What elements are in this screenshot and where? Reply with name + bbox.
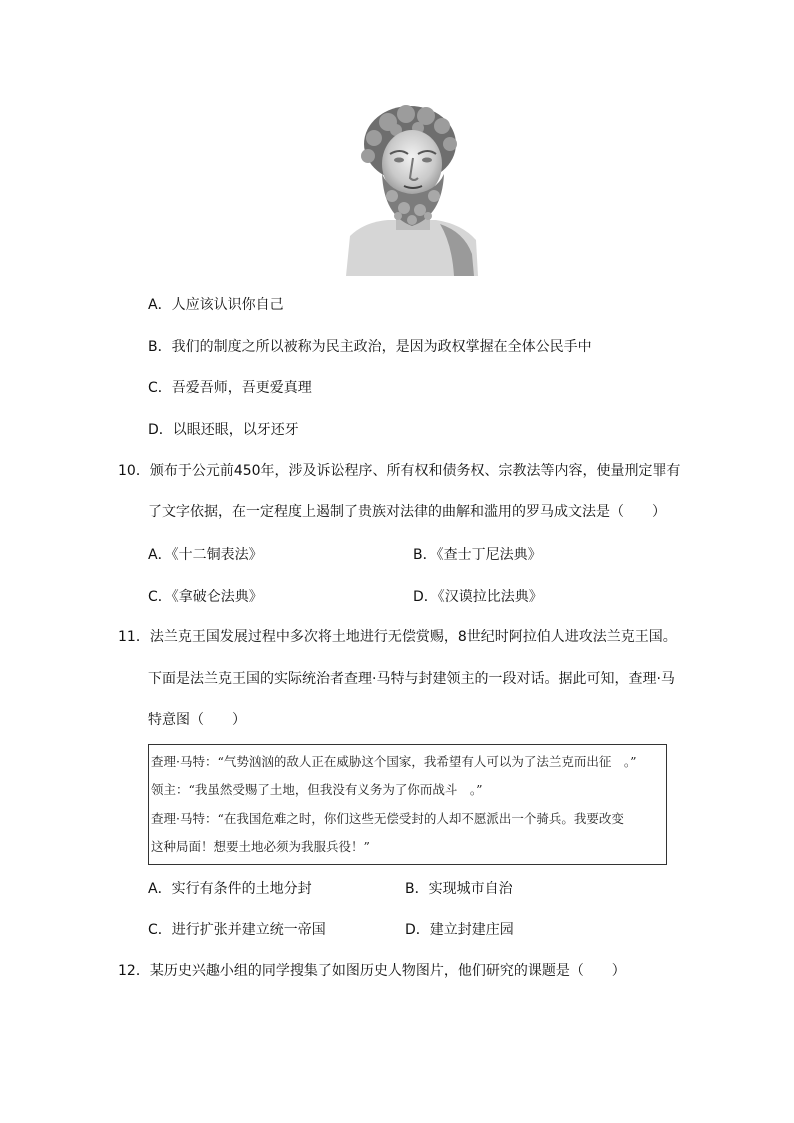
q9-option-d: D．以眼还眼，以牙还牙 bbox=[148, 422, 299, 438]
q11-option-a: A．实行有条件的土地分封 bbox=[148, 881, 312, 897]
q9-option-c: C．吾爱吾师，吾更爱真理 bbox=[148, 380, 312, 396]
q11-stem-line3: 特意图（ ） bbox=[148, 712, 246, 728]
q11-option-d: D．建立封建庄园 bbox=[405, 922, 514, 938]
greek-philosopher-bust-icon bbox=[344, 104, 480, 276]
q9-option-a: A．人应该认识你自己 bbox=[148, 297, 284, 313]
dialogue-line-2: 领主：“我虽然受赐了土地，但我没有义务为了你而战斗 。” bbox=[151, 782, 483, 797]
q12-stem-line1: 12．某历史兴趣小组的同学搜集了如图历史人物图片，他们研究的课题是（ ） bbox=[118, 963, 626, 979]
q9-option-b: B．我们的制度之所以被称为民主政治，是因为政权掌握在全体公民手中 bbox=[148, 339, 592, 355]
q10-option-d: D．《汉谟拉比法典》 bbox=[413, 589, 543, 605]
q10-option-b: B．《查士丁尼法典》 bbox=[413, 547, 542, 563]
dialogue-quote-box bbox=[148, 744, 667, 865]
dialogue-line-3: 查理·马特：“在我国危难之时，你们这些无偿受封的人却不愿派出一个骑兵。我要改变 bbox=[151, 811, 624, 826]
dialogue-line-1: 查理·马特：“气势汹汹的敌人正在威胁这个国家，我希望有人可以为了法兰克而出征 。” bbox=[151, 754, 637, 769]
q10-option-a: A．《十二铜表法》 bbox=[148, 547, 263, 563]
q11-stem-line1: 11．法兰克王国发展过程中多次将土地进行无偿赏赐，8世纪时阿拉伯人进攻法兰克王国。 bbox=[118, 629, 677, 645]
q11-option-b: B．实现城市自治 bbox=[405, 881, 513, 897]
q11-option-c: C．进行扩张并建立统一帝国 bbox=[148, 922, 326, 938]
dialogue-line-4: 这种局面！想要土地必须为我服兵役！” bbox=[151, 839, 370, 854]
q10-stem-line2: 了文字依据，在一定程度上遏制了贵族对法律的曲解和滥用的罗马成文法是（ ） bbox=[148, 504, 666, 520]
philosopher-bust-image bbox=[344, 104, 480, 276]
q10-option-c: C．《拿破仑法典》 bbox=[148, 589, 263, 605]
q10-stem-line1: 10．颁布于公元前450年，涉及诉讼程序、所有权和债务权、宗教法等内容，使量刑定罪有 bbox=[118, 463, 681, 479]
q11-stem-line2: 下面是法兰克王国的实际统治者查理·马特与封建领主的一段对话。据此可知，查理·马 bbox=[148, 671, 675, 687]
